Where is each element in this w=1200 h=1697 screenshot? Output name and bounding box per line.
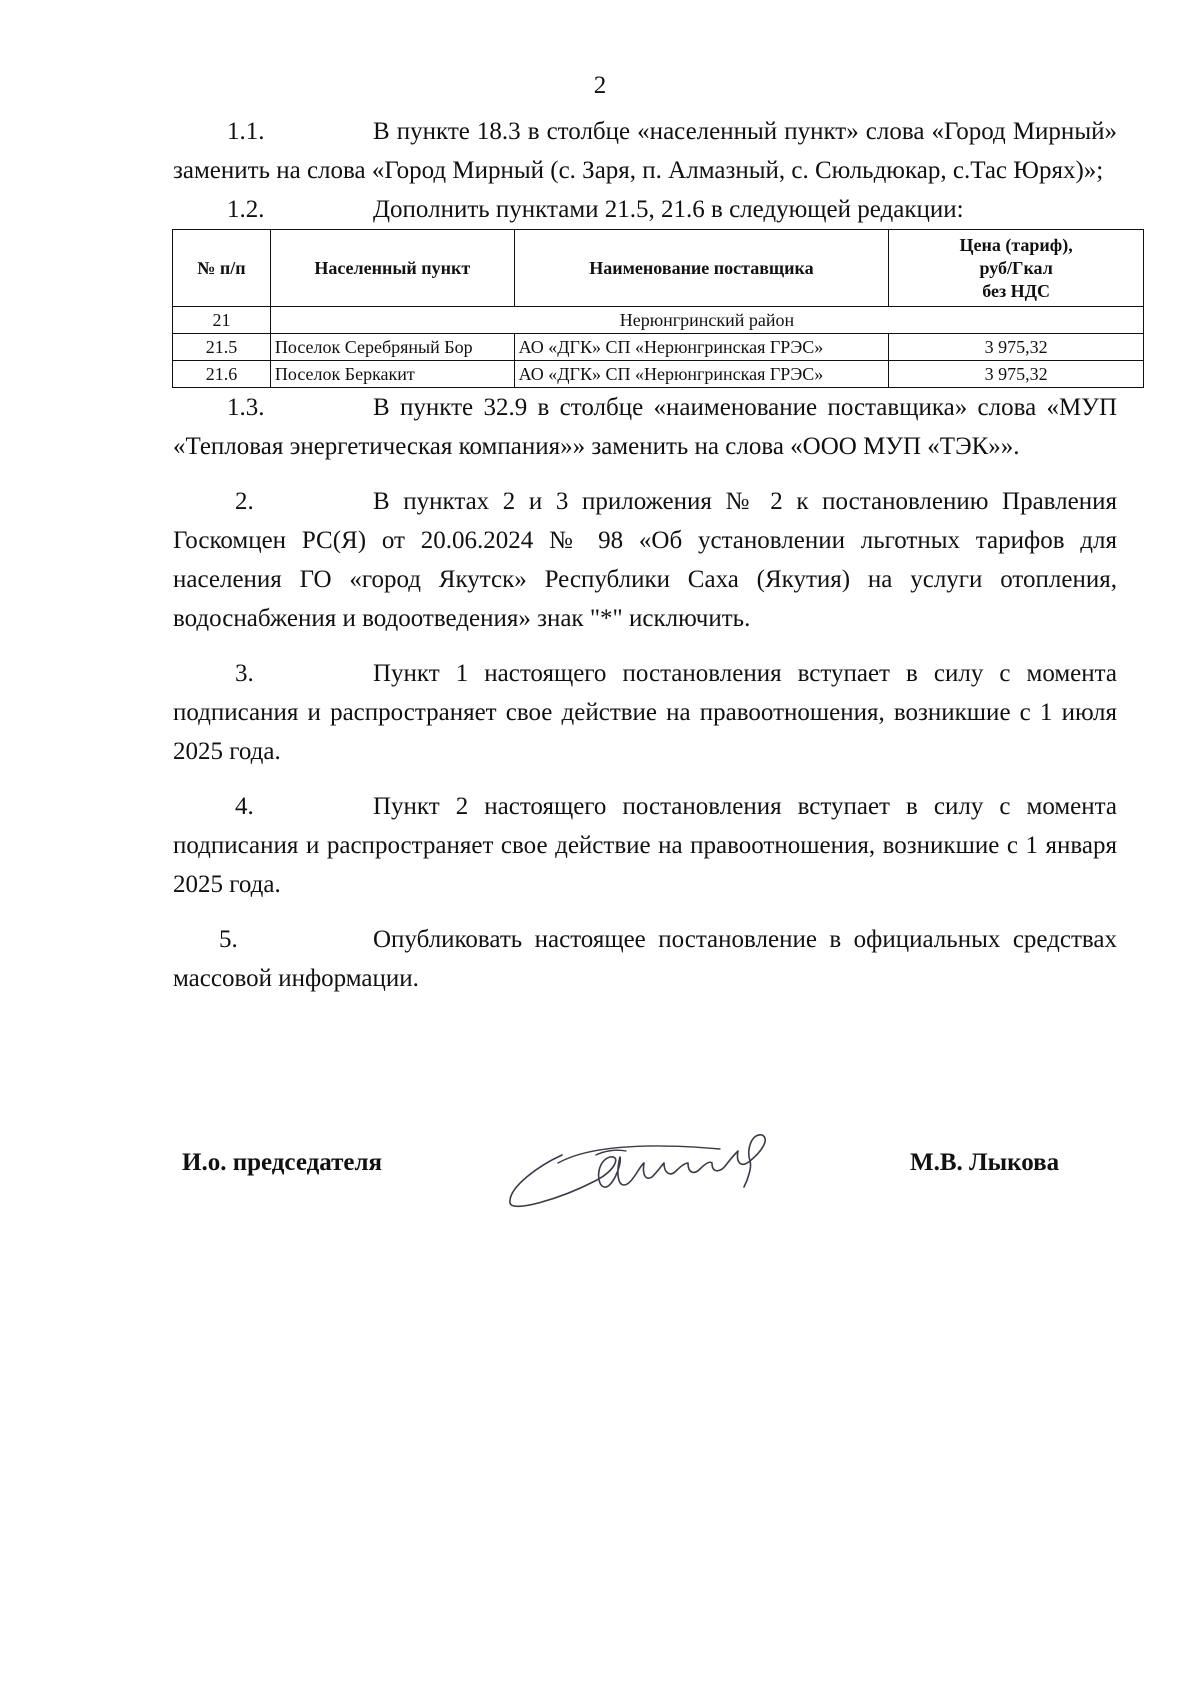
group-title: Нерюнгринский район xyxy=(270,307,1143,334)
item-1-2-text: Дополнить пунктами 21.5, 21.6 в следующей редакции: xyxy=(373,196,964,223)
item-4-text: Пункт 2 настоящего постановления вступает в силу с момента подписания и распространяет свое действие на правоотношения, возникшие с 1 января 2025 года. xyxy=(173,793,1117,898)
item-1-3-text: В пункте 32.9 в столбце «наименование поставщика» слова «МУП «Тепловая энергетическая компания»» заменить на слова «ООО МУП «ТЭК»». xyxy=(173,394,1117,460)
header-supplier: Наименование поставщика xyxy=(514,230,889,307)
header-price-line-3: без НДС xyxy=(982,280,1051,301)
item-1-1-text: В пункте 18.3 в столбце «населенный пункт» слова «Город Мирный» заменить на слова «Город Мирный (с. Заря, п. Алмазный, с. Сюльдюкар, с.Тас Юрях)»; xyxy=(173,118,1117,184)
row-supplier: АО «ДГК» СП «Нерюнгринская ГРЭС» xyxy=(514,361,889,388)
header-price-line-1: Цена (тариф), xyxy=(959,234,1073,255)
item-2 xyxy=(173,482,1117,638)
item-1-3 xyxy=(173,388,1117,466)
row-price: 3 975,32 xyxy=(889,361,1144,388)
header-price-line-2: руб/Гкал xyxy=(979,257,1053,278)
document-body xyxy=(173,112,1117,998)
item-5-text: Опубликовать настоящее постановление в официальных средствах массовой информации. xyxy=(173,926,1117,992)
row-num: 21.6 xyxy=(173,361,271,388)
item-1-2-number: 1.2. xyxy=(227,196,265,223)
table-row xyxy=(173,334,1144,361)
item-2-text: В пунктах 2 и 3 приложения № 2 к постановлению Правления Госкомцен РС(Я) от 20.06.2024 № 98 «Об установлении льготных тарифов для населения ГО «город Якутск» Республики Саха (Якутия) на услуги отопления, водоснабжения и водоотведения» знак "*" исключить. xyxy=(173,488,1117,632)
signature-flourish xyxy=(558,1146,720,1163)
item-3 xyxy=(173,654,1117,771)
item-5-number: 5. xyxy=(219,926,238,953)
handwritten-signature xyxy=(500,1115,800,1215)
table-group-row xyxy=(173,307,1144,334)
table-header-row xyxy=(173,230,1144,307)
header-locality: Населенный пункт xyxy=(270,230,514,307)
tariff-table xyxy=(172,229,1144,388)
row-locality: Поселок Беркакит xyxy=(270,361,514,388)
page-number: 2 xyxy=(593,72,607,99)
signatory-role: И.о. председателя xyxy=(182,1149,383,1176)
item-1-3-number: 1.3. xyxy=(227,394,265,421)
row-num: 21.5 xyxy=(173,334,271,361)
table-row xyxy=(173,361,1144,388)
header-num: № п/п xyxy=(173,230,271,307)
row-price: 3 975,32 xyxy=(889,334,1144,361)
signature-stroke xyxy=(510,1135,765,1207)
row-supplier: АО «ДГК» СП «Нерюнгринская ГРЭС» xyxy=(514,334,889,361)
item-2-number: 2. xyxy=(235,488,254,515)
item-4 xyxy=(173,787,1117,904)
signature-block xyxy=(0,1115,1200,1225)
item-1-2 xyxy=(173,190,1117,229)
header-price xyxy=(889,230,1144,307)
group-num: 21 xyxy=(173,307,271,334)
item-1-1-number: 1.1. xyxy=(227,118,265,145)
signatory-name: М.В. Лыкова xyxy=(910,1149,1060,1176)
item-1-1 xyxy=(173,112,1117,190)
item-3-text: Пункт 1 настоящего постановления вступает в силу с момента подписания и распространяет свое действие на правоотношения, возникшие с 1 июля 2025 года. xyxy=(173,660,1117,765)
item-5 xyxy=(173,920,1117,998)
item-3-number: 3. xyxy=(235,660,254,687)
row-locality: Поселок Серебряный Бор xyxy=(270,334,514,361)
item-4-number: 4. xyxy=(235,793,254,820)
